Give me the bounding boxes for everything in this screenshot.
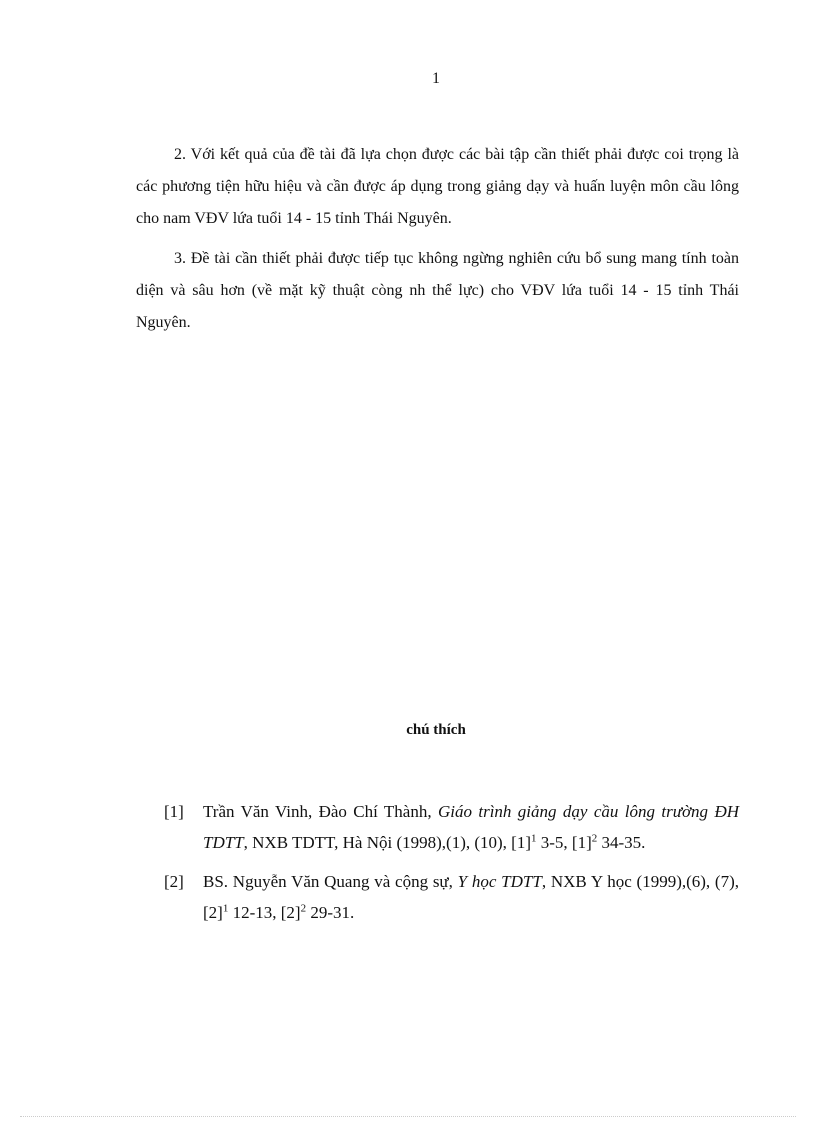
reference-pages: 3-5, [1]	[536, 833, 592, 852]
reference-superscript: 2	[591, 832, 598, 845]
reference-item	[164, 796, 739, 858]
reference-authors: Trần Văn Vinh, Đào Chí Thành,	[203, 802, 438, 821]
reference-title: Y học TDTT	[457, 872, 542, 891]
reference-list	[164, 796, 739, 936]
body-text	[136, 139, 739, 347]
reference-superscript: 2	[300, 902, 307, 915]
reference-number: [1]	[164, 802, 184, 821]
reference-text	[203, 796, 739, 858]
reference-authors: BS. Nguyễn Văn Quang và cộng sự,	[203, 872, 458, 891]
reference-superscript: 1	[531, 832, 537, 845]
reference-item	[164, 866, 739, 928]
reference-pages-end: 29-31.	[306, 903, 355, 922]
reference-number: [2]	[164, 872, 184, 891]
paragraph-conclusion-2: 2. Với kết quả của đề tài đã lựa chọn được các bài tập cần thiết phải được coi trọng là các phương tiện hữu hiệu và cần được áp dụng trong giảng dạy và huấn luyện môn cầu lông cho nam VĐV lứa tuổi 14 - 15 tỉnh Thái Nguyên.	[136, 146, 739, 227]
reference-publisher: , NXB Y học (1999),(6), (7), [2]	[203, 872, 740, 922]
page-number: 1	[432, 70, 440, 87]
reference-title: Giáo trình giảng dạy cầu lông trường ĐH TDTT	[203, 802, 739, 852]
reference-pages: 12-13, [2]	[228, 903, 301, 922]
reference-superscript: 1	[222, 902, 229, 915]
reference-publisher: , NXB TDTT, Hà Nội (1998),(1), (10), [1]	[243, 833, 532, 852]
reference-pages-end: 34-35.	[597, 833, 646, 852]
notes-heading: chú thích	[406, 722, 466, 738]
footer-divider	[20, 1116, 796, 1117]
paragraph-conclusion-3: 3. Đề tài cần thiết phải được tiếp tục không ngừng nghiên cứu bổ sung mang tính toàn diện và sâu hơn (về mặt kỹ thuật còng nh thể lực) cho VĐV lứa tuổi 14 - 15 tỉnh Thái Nguyên.	[136, 250, 739, 331]
reference-text	[203, 866, 739, 928]
